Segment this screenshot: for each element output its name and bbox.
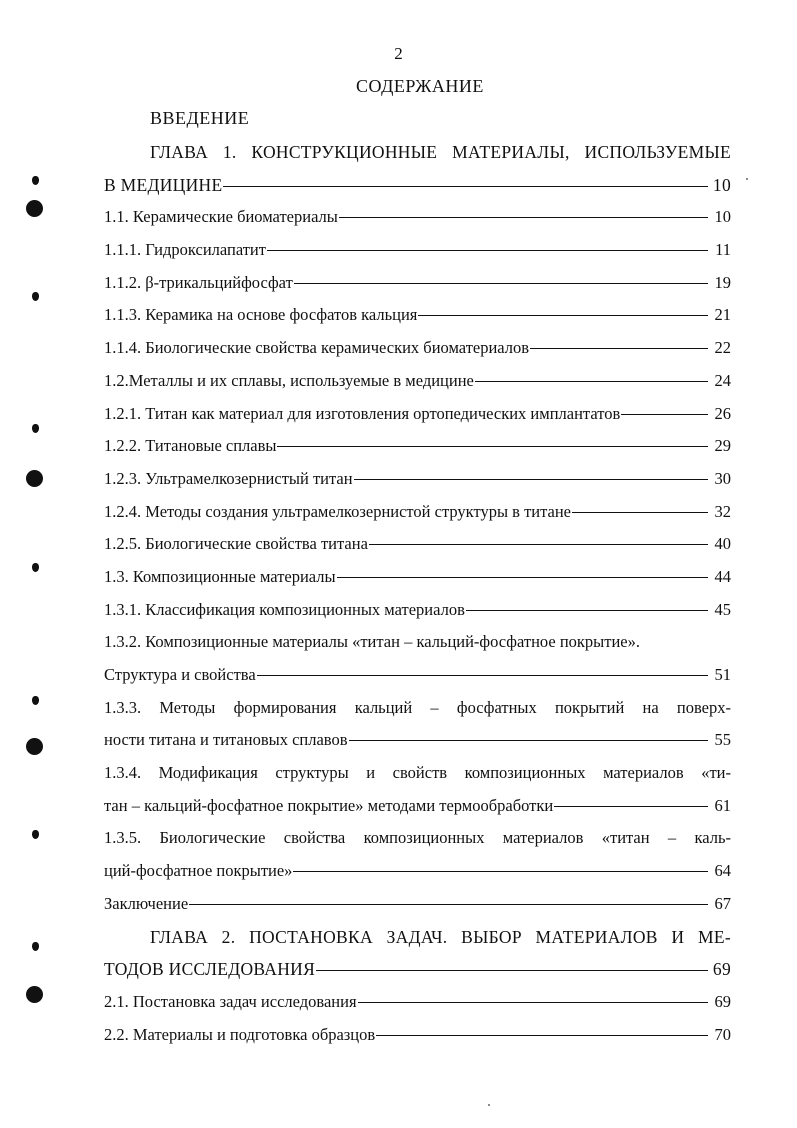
binding-hole-mark xyxy=(32,830,39,839)
dotted-leader xyxy=(554,806,708,807)
toc-entry xyxy=(104,561,731,594)
toc-entry xyxy=(104,855,731,888)
dotted-leader xyxy=(376,1035,708,1036)
page-number: 2 xyxy=(394,44,403,63)
toc-entry-page: 55 xyxy=(714,730,731,750)
toc-entry-page: 45 xyxy=(714,599,731,619)
dotted-leader xyxy=(223,186,708,187)
binding-hole-mark xyxy=(26,200,43,217)
toc-entry-text: 1.2.Металлы и их сплавы, используемые в медицине xyxy=(104,370,474,390)
toc-entry xyxy=(104,724,731,757)
toc-entry-page: 21 xyxy=(714,305,731,325)
toc-entry-text: 1.2.1. Титан как материал для изготовления ортопедических имплантатов xyxy=(104,403,621,423)
toc-entry-text: Заключение xyxy=(104,893,189,913)
binding-hole-mark xyxy=(32,696,39,705)
scan-speck xyxy=(488,1104,490,1106)
toc-entry-text: 1.2.5. Биологические свойства титана xyxy=(104,534,368,554)
toc-entry-text: В МЕДИЦИНЕ xyxy=(104,174,223,195)
toc-entry xyxy=(104,986,731,1019)
toc-entry-text: Структура и свойства xyxy=(104,665,256,684)
toc-entry-text: 1.1.2. β-трикальцийфосфат xyxy=(104,272,293,292)
dotted-leader xyxy=(189,904,708,905)
dotted-leader xyxy=(572,512,708,513)
toc-entry xyxy=(104,921,731,954)
toc-entry-page: 32 xyxy=(714,501,731,521)
toc-entry-page: 69 xyxy=(712,959,731,980)
toc-entry-text: ГЛАВА 1. КОНСТРУКЦИОННЫЕ МАТЕРИАЛЫ, ИСПОЛЬЗУЕМЫЕ xyxy=(150,142,731,162)
toc-entry xyxy=(104,136,731,169)
toc-entry-page: 40 xyxy=(714,534,731,554)
page-title: СОДЕРЖАНИЕ xyxy=(356,76,484,96)
toc-entry-text: 1.3. Композиционные материалы xyxy=(104,566,336,586)
dotted-leader xyxy=(358,1002,708,1003)
dotted-leader xyxy=(294,283,708,284)
toc-entry xyxy=(104,463,731,496)
toc-entry-text: ности титана и титановых сплавов xyxy=(104,730,348,750)
toc-entry-text: 1.3.3. Методы формирования кальций – фосфатных покрытий на поверх- xyxy=(104,697,731,717)
toc-entry xyxy=(104,169,731,202)
toc-entry-text: 1.3.1. Классификация композиционных материалов xyxy=(104,599,465,619)
toc-entry-page: 29 xyxy=(714,436,731,456)
dotted-leader xyxy=(369,544,708,545)
toc-entry-text: ГЛАВА 2. ПОСТАНОВКА ЗАДАЧ. ВЫБОР МАТЕРИАЛОВ И МЕ- xyxy=(150,926,731,947)
dotted-leader xyxy=(267,250,708,251)
scan-speck xyxy=(746,178,748,180)
toc-entry-text: 1.2.2. Титановые сплавы xyxy=(104,436,277,456)
toc-entry xyxy=(104,201,731,234)
toc-entry xyxy=(104,953,731,986)
toc-entry xyxy=(104,299,731,332)
toc-entry xyxy=(104,594,731,627)
toc-entry xyxy=(104,234,731,267)
toc-entry-text: ций-фосфатное покрытие» xyxy=(104,861,293,881)
toc-entry xyxy=(104,659,731,692)
toc-entry-page: 30 xyxy=(714,468,731,488)
toc-entry-page: 24 xyxy=(714,370,731,390)
binding-hole-mark xyxy=(32,424,39,433)
toc-entry xyxy=(104,888,731,921)
dotted-leader xyxy=(466,610,708,611)
toc-entry-text: 1.1.4. Биологические свойства керамических биоматериалов xyxy=(104,338,530,358)
dotted-leader xyxy=(349,740,708,741)
toc-entry xyxy=(104,528,731,561)
binding-hole-mark xyxy=(32,563,39,572)
toc-entry xyxy=(104,332,731,365)
dotted-leader xyxy=(530,348,708,349)
dotted-leader xyxy=(475,381,708,382)
toc-entry-text: 2.2. Материалы и подготовка образцов xyxy=(104,1024,376,1044)
binding-hole-mark xyxy=(32,942,39,951)
toc-entry-page: 19 xyxy=(714,272,731,292)
toc-entry xyxy=(104,1019,731,1052)
toc-entry xyxy=(104,398,731,431)
dotted-leader xyxy=(277,446,708,447)
dotted-leader xyxy=(621,414,708,415)
toc-entry xyxy=(104,822,731,855)
toc-entry-page: 69 xyxy=(714,991,731,1011)
dotted-leader xyxy=(418,315,708,316)
toc-entry xyxy=(104,496,731,529)
toc-entry-text: ТОДОВ ИССЛЕДОВАНИЯ xyxy=(104,959,316,980)
toc-entry xyxy=(104,626,731,659)
dotted-leader xyxy=(337,577,708,578)
toc-entry-text: 1.1. Керамические биоматериалы xyxy=(104,207,338,227)
toc-entry xyxy=(104,790,731,823)
toc-entry-text: 1.3.2. Композиционные материалы «титан – кальций-фосфатное покрытие». xyxy=(104,632,641,652)
toc-entry-text: 2.1. Постановка задач исследования xyxy=(104,991,357,1011)
dotted-leader xyxy=(354,479,708,480)
toc-entry-text: тан – кальций-фосфатное покрытие» методами термообработки xyxy=(104,795,554,815)
toc-entry-page: 67 xyxy=(714,893,731,913)
binding-hole-mark xyxy=(26,986,43,1003)
toc-entry-page: 70 xyxy=(714,1024,731,1044)
toc-entry-page: 26 xyxy=(714,403,731,423)
toc-entry-text: 1.2.4. Методы создания ультрамелкозернистой структуры в титане xyxy=(104,501,571,521)
toc-entry xyxy=(104,692,731,725)
toc-entry xyxy=(104,430,731,463)
toc-entry xyxy=(104,757,731,790)
dotted-leader xyxy=(257,675,708,676)
table-of-contents xyxy=(104,136,731,1051)
toc-entry-page: 10 xyxy=(712,174,731,195)
toc-entry-page: 11 xyxy=(715,240,731,260)
dotted-leader xyxy=(293,871,708,872)
toc-entry-page: 64 xyxy=(714,861,731,881)
toc-entry-page: 61 xyxy=(714,795,731,815)
binding-hole-mark xyxy=(32,292,39,301)
toc-entry-text: 1.3.5. Биологические свойства композиционных материалов «титан – каль- xyxy=(104,828,731,848)
toc-entry-text: 1.2.3. Ультрамелкозернистый титан xyxy=(104,468,353,488)
toc-entry-page: 22 xyxy=(714,338,731,358)
dotted-leader xyxy=(339,217,708,218)
toc-entry-text: 1.3.4. Модификация структуры и свойств композиционных материалов «ти- xyxy=(104,763,731,783)
toc-entry xyxy=(104,267,731,300)
toc-entry-text: 1.1.3. Керамика на основе фосфатов кальция xyxy=(104,305,418,325)
binding-hole-mark xyxy=(26,470,43,487)
toc-entry-page: 51 xyxy=(714,665,731,684)
toc-entry-introduction: ВВЕДЕНИЕ xyxy=(150,108,250,128)
binding-hole-mark xyxy=(32,176,39,185)
binding-hole-mark xyxy=(26,738,43,755)
dotted-leader xyxy=(316,970,708,971)
toc-entry-page: 10 xyxy=(714,207,731,227)
toc-entry-page: 44 xyxy=(714,566,731,586)
toc-entry-text: 1.1.1. Гидроксилапатит xyxy=(104,240,266,260)
toc-entry xyxy=(104,365,731,398)
